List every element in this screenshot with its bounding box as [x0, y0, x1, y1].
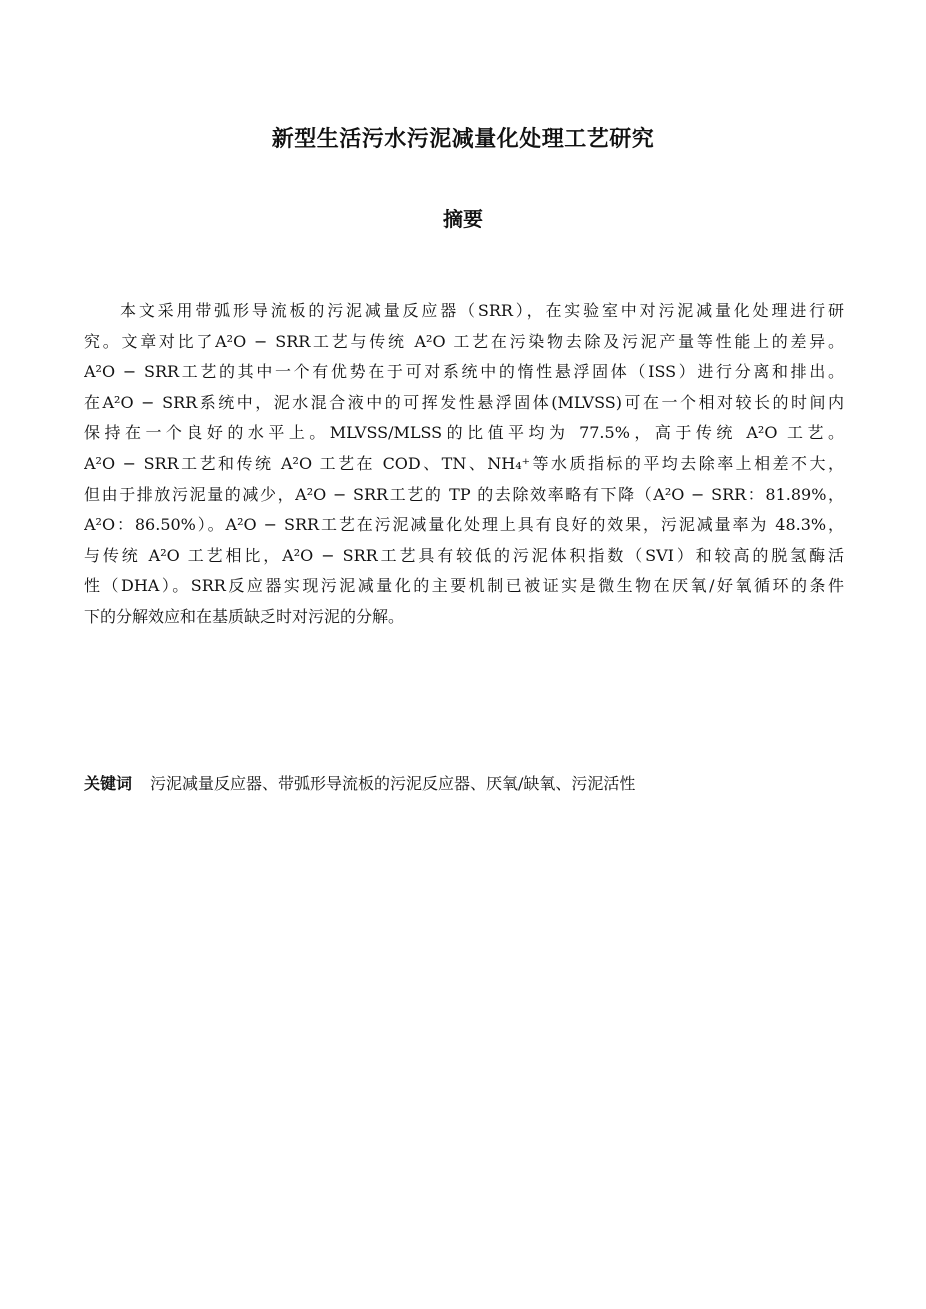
abstract-line-10: 性（DHA）。SRR反应器实现污泥减量化的主要机制已被证实是微生物在厌氧/好氧循环的条件	[84, 576, 844, 596]
abstract-body	[84, 296, 844, 633]
keywords-label: 关键词	[84, 774, 133, 793]
abstract-line-11: 下的分解效应和在基质缺乏时对污泥的分解。	[84, 606, 405, 626]
abstract-line-6: A²O − SRR工艺和传统 A²O 工艺在 COD、TN、NH₄⁺等水质指标的平均去除率上相差不大，	[84, 453, 844, 473]
document-title: 新型生活污水污泥减量化处理工艺研究	[271, 127, 655, 152]
keywords-text: 污泥减量反应器、带弧形导流板的污泥反应器、厌氧/缺氧、污泥活性	[150, 774, 636, 793]
abstract-line-2: 究。文章对比了A²O − SRR工艺与传统 A²O 工艺在污染物去除及污泥产量等性能上的差异。	[84, 331, 844, 351]
abstract-line-4: 在A²O − SRR系统中，泥水混合液中的可挥发性悬浮固体(MLVSS)可在一个相对较长的时间内	[84, 392, 844, 412]
abstract-line-8: A²O：86.50%）。A²O − SRR工艺在污泥减量化处理上具有良好的效果，污泥减量率为 48.3%，	[84, 515, 844, 535]
abstract-line-9: 与传统 A²O 工艺相比，A²O − SRR工艺具有较低的污泥体积指数（SVI）和较高的脱氢酶活	[84, 545, 844, 565]
keywords-row	[84, 771, 844, 794]
abstract-line-7: 但由于排放污泥量的减少，A²O − SRR工艺的 TP 的去除效率略有下降（A²O − SRR：81.89%，	[84, 484, 844, 504]
abstract-line-3: A²O − SRR工艺的其中一个有优势在于可对系统中的惰性悬浮固体（ISS）进行分离和排出。	[84, 362, 844, 382]
abstract-line-1: 本文采用带弧形导流板的污泥减量反应器（SRR），在实验室中对污泥减量化处理进行研	[120, 301, 844, 320]
abstract-line-5: 保持在一个良好的水平上。MLVSS/MLSS的比值平均为 77.5%，高于传统 A²O 工艺。	[84, 423, 844, 443]
abstract-heading: 摘要	[443, 207, 483, 231]
